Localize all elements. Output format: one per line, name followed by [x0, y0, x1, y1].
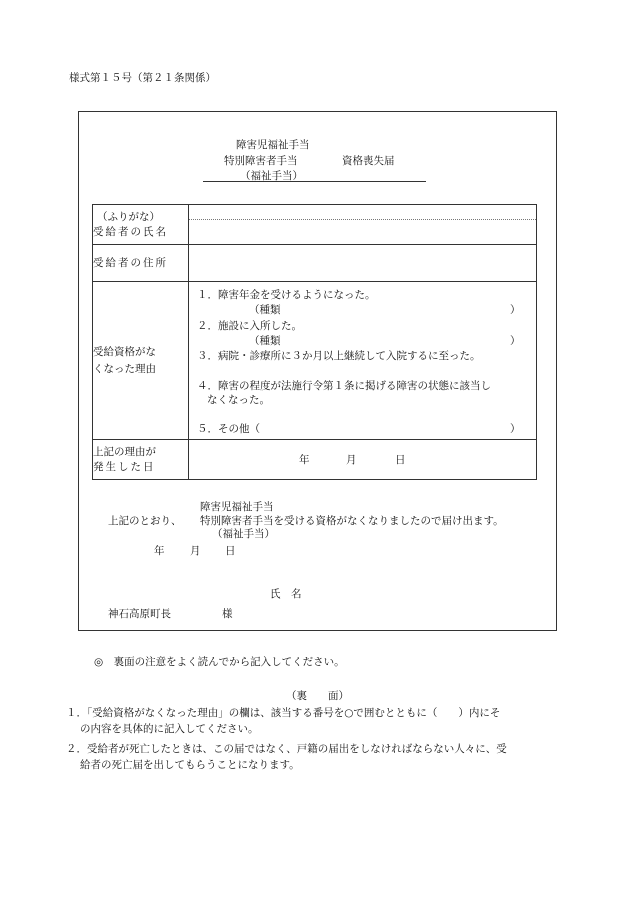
decl-prefix: 上記のとおり、 — [108, 515, 182, 527]
reason-2[interactable]: ２．施設に入所した。 — [197, 320, 302, 332]
back-heading: （裏 面） — [286, 690, 349, 702]
submit-day[interactable]: 日 — [225, 545, 236, 557]
reason-5-close: ） — [510, 423, 521, 435]
date-day: 日 — [395, 454, 406, 466]
addressee-sama: 様 — [222, 608, 233, 620]
date-year: 年 — [299, 454, 310, 466]
reason-2-kind: （種類 — [249, 335, 281, 347]
name-label: 受給者の氏名 — [93, 225, 168, 238]
date-input-cell[interactable] — [189, 440, 537, 480]
name-input-cell[interactable] — [189, 205, 537, 245]
form-table — [92, 204, 537, 480]
reason-row — [93, 282, 537, 440]
back-item-1b: の内容を具体的に記入してください。 — [80, 723, 259, 735]
title-underline — [203, 181, 426, 182]
submit-month[interactable]: 月 — [190, 545, 201, 557]
reason-1-kind: （種類 — [249, 304, 281, 316]
back-item-1a: １．「受給資格がなくなった理由」の欄は、該当する番号を○で囲むとともに（ ）内にそ — [66, 707, 501, 719]
date-label-cell — [93, 440, 189, 480]
reason-4a[interactable]: ４．障害の程度が法施行令第１条に掲げる障害の状態に該当し — [197, 380, 491, 392]
reason-label-cell — [93, 282, 189, 440]
title-option-1: 障害児福祉手当 — [236, 139, 310, 151]
date-month: 月 — [346, 454, 357, 466]
reason-3[interactable]: ３．病院・診療所に３か月以上継続して入院するに至った。 — [197, 350, 481, 362]
note: ◎ 裏面の注意をよく読んでから記入してください。 — [94, 656, 345, 668]
name-label-cell — [93, 205, 189, 245]
name-row — [93, 205, 537, 245]
furigana-label: （ふりがな） — [97, 210, 160, 223]
reason-4b: なくなった。 — [207, 394, 270, 406]
back-item-2a: ２．受給者が死亡したときは、この届ではなく、戸籍の届出をしなければならない人々に、受 — [66, 743, 507, 755]
date-label-2: 発生した日 — [93, 460, 156, 473]
address-input-cell[interactable] — [189, 245, 537, 282]
form-number: 様式第１５号（第２１条関係） — [69, 72, 216, 84]
applicant-name-label: 氏 名 — [270, 588, 302, 600]
address-label: 受給者の住所 — [93, 245, 189, 282]
reason-label-2: くなった理由 — [93, 362, 156, 375]
date-label-1: 上記の理由が — [93, 445, 156, 458]
reason-1[interactable]: １．障害年金を受けるようになった。 — [197, 289, 376, 301]
title-option-2: 特別障害者手当 — [224, 155, 298, 167]
name-input[interactable] — [189, 220, 536, 244]
decl-option-3: （福祉手当） — [212, 528, 275, 540]
date-row — [93, 440, 537, 480]
reason-options-cell — [189, 282, 537, 440]
reason-2-close: ） — [510, 335, 521, 347]
submit-year[interactable]: 年 — [154, 545, 165, 557]
reason-1-close: ） — [510, 304, 521, 316]
addressee: 神石高原町長 — [108, 608, 171, 620]
decl-option-1: 障害児福祉手当 — [200, 501, 274, 513]
reason-label-1: 受給資格がな — [93, 345, 156, 358]
furigana-input[interactable] — [189, 205, 536, 220]
reason-5[interactable]: ５．その他（ — [197, 423, 260, 435]
title-option-3: （福祉手当） — [240, 170, 303, 182]
back-item-2b: 給者の死亡届を出してもらうことになります。 — [80, 759, 300, 771]
address-row — [93, 245, 537, 282]
decl-option-2: 特別障害者手当を受ける資格がなくなりましたので届け出ます。 — [200, 515, 504, 527]
title-suffix: 資格喪失届 — [342, 155, 395, 167]
